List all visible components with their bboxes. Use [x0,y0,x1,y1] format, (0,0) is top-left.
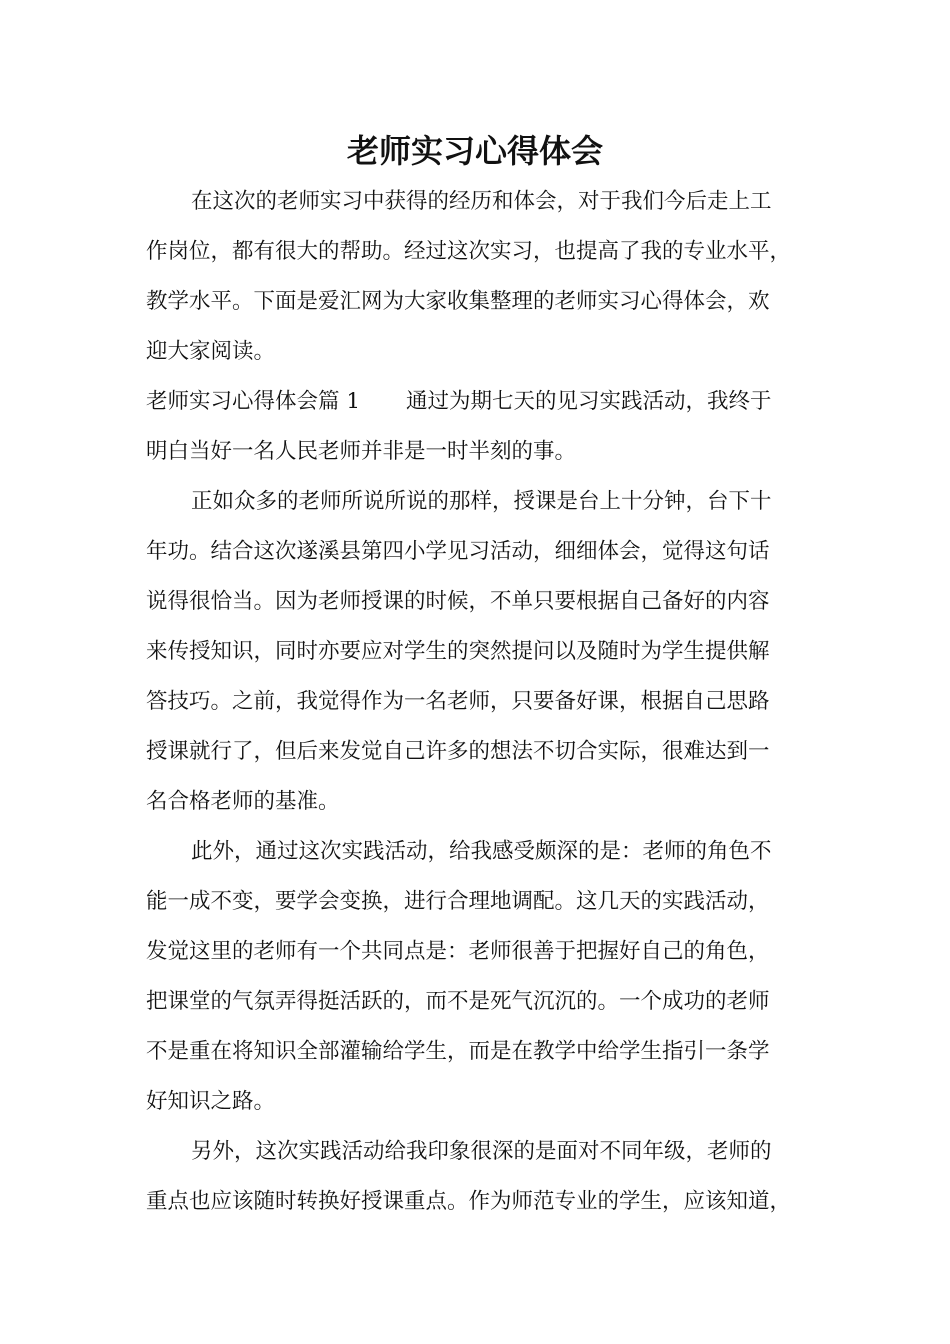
paragraph-line: 年功。结合这次遂溪县第四小学见习活动，细细体会，觉得这句话 [146,539,770,564]
paragraph-line: 明白当好一名人民老师并非是一时半刻的事。 [146,439,577,464]
paragraph-line: 重点也应该随时转换好授课重点。作为师范专业的学生，应该知道， [146,1189,792,1214]
paragraph-line: 来传授知识，同时亦要应对学生的突然提问以及随时为学生提供解 [146,639,770,664]
page-title: 老师实习心得体会 [346,132,603,170]
paragraph-line: 在这次的老师实习中获得的经历和体会，对于我们今后走上工 [191,189,772,214]
paragraph-line: 不是重在将知识全部灌输给学生，而是在教学中给学生指引一条学 [146,1039,770,1064]
paragraph-line: 作岗位，都有很大的帮助。经过这次实习，也提高了我的专业水平， [146,239,792,264]
paragraph-line: 迎大家阅读。 [146,339,276,364]
paragraph-line: 名合格老师的基准。 [146,789,340,814]
paragraph-line: 把课堂的气氛弄得挺活跃的，而不是死气沉沉的。一个成功的老师 [146,989,770,1014]
paragraph-line: 答技巧。之前，我觉得作为一名老师，只要备好课，根据自己思路 [146,689,770,714]
paragraph-line: 此外，通过这次实践活动，给我感受颇深的是：老师的角色不 [191,839,772,864]
paragraph-line: 好知识之路。 [146,1089,276,1114]
paragraph-line: 正如众多的老师所说所说的那样，授课是台上十分钟，台下十 [191,489,772,514]
paragraph-line: 授课就行了，但后来发觉自己许多的想法不切合实际，很难达到一 [146,739,770,764]
section-first-line: 通过为期七天的见习实践活动，我终于 [406,389,772,414]
paragraph-line: 说得很恰当。因为老师授课的时候，不单只要根据自己备好的内容 [146,589,770,614]
paragraph-line: 另外，这次实践活动给我印象很深的是面对不同年级，老师的 [191,1139,772,1164]
section-heading-line [146,376,826,427]
section-heading: 老师实习心得体会篇 1 [146,389,361,414]
paragraph-line: 能一成不变，要学会变换，进行合理地调配。这几天的实践活动， [146,889,770,914]
paragraph-line: 教学水平。下面是爱汇网为大家收集整理的老师实习心得体会，欢 [146,289,770,314]
paragraph-line: 发觉这里的老师有一个共同点是：老师很善于把握好自己的角色， [146,939,770,964]
